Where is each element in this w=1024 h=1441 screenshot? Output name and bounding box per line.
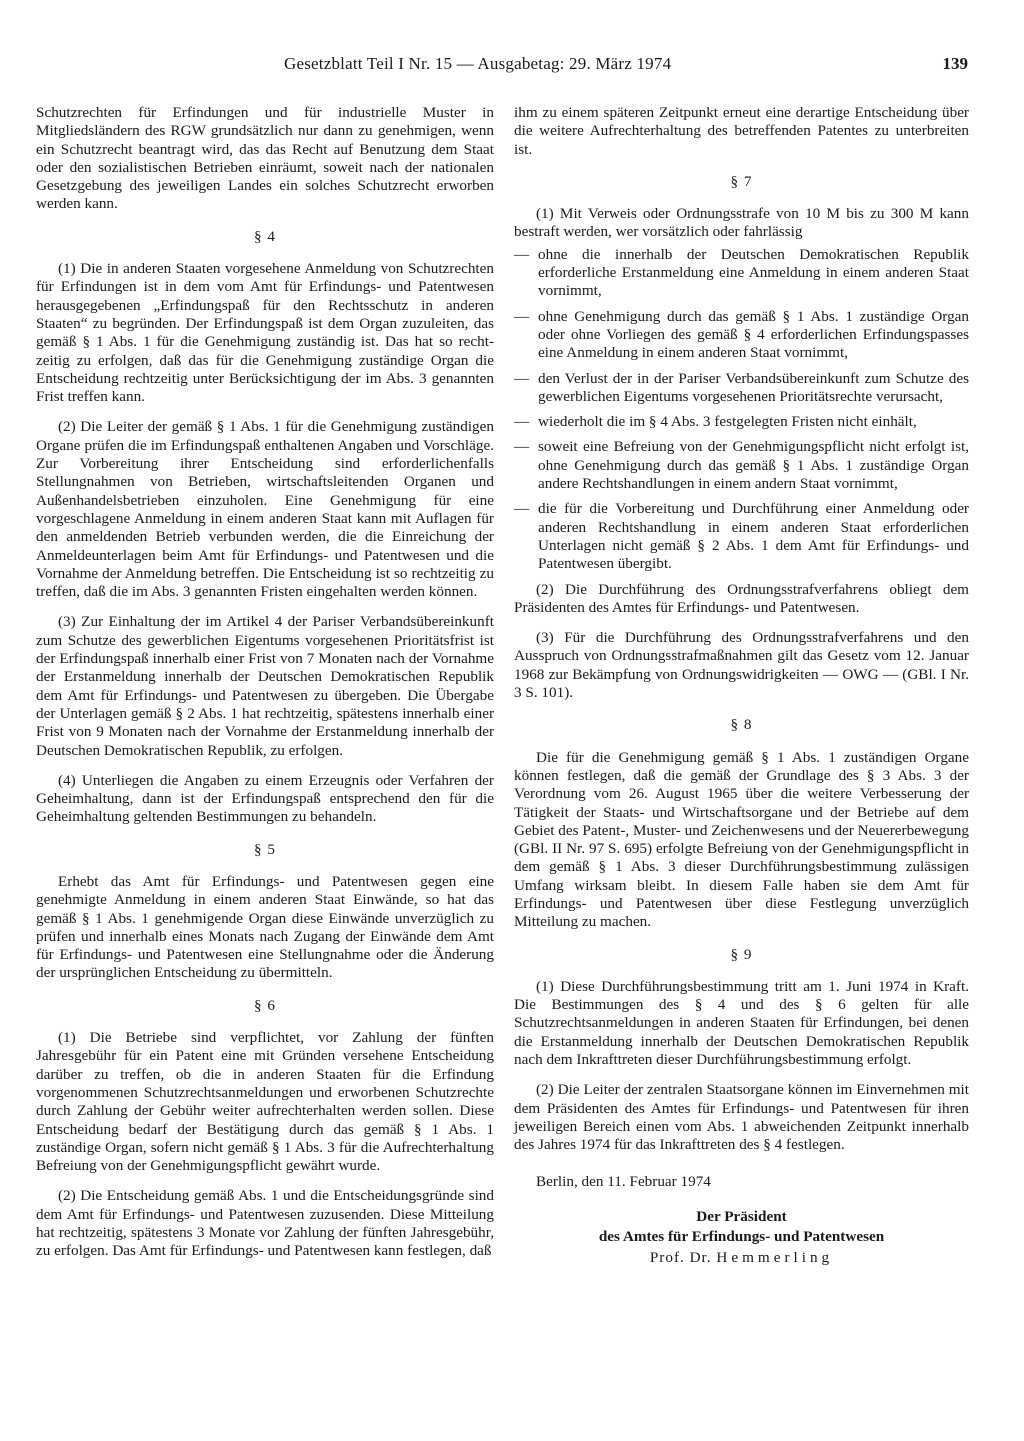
s4-paragraph-4: (4) Unterliegen die Angaben zu einem Erzeugnis oder Verfahren der Geheimhaltung, dann ist der Erfindungspaß entsprechend den für die Geheimhaltung geltenden Bestimmungen zu behandeln. (36, 771, 494, 826)
list-item: — den Verlust der in der Pariser Verbandsübereinkunft zum Schutze des gewerblichen Eigentums vorgesehenen Prioritätsrechte verursacht, (514, 370, 969, 407)
s7-paragraph-3: (3) Für die Durchführung des Ordnungsstrafverfahrens und den Ausspruch von Ordnungsstrafmaßnahmen gilt das Gesetz vom 12. Januar 1968 zur Bekämpfung von Ordnungswidrigkeiten — OWG — (GBl. I Nr. 3 S. 101). (514, 629, 969, 702)
signer-name: Hemmerling (716, 1248, 834, 1266)
intro-paragraph: Schutzrechten für Erfindungen und für industrielle Muster in Mitgliedsländern des RGW grundsätzlich nur dann zu genehmigen, wenn ein Schutzrecht beantragt wird, das das Recht auf Benutzung dem Staat oder den sozialistischen Betrieben einräumt, soweit nach der nationalen Gesetzgebung des jeweiligen Landes ein solches Schutzrecht erworben werden kann. (36, 104, 494, 213)
list-item: — wiederholt die im § 4 Abs. 3 festgelegten Fristen nicht einhält, (514, 413, 969, 431)
section-heading-6: § 6 (254, 996, 276, 1014)
signature-line-2: des Amtes für Erfindungs- und Patentwesen (598, 1227, 885, 1245)
left-column (36, 104, 494, 1273)
signature-line-1: Der Präsident (696, 1207, 787, 1225)
section-heading-4: § 4 (254, 227, 276, 245)
s6-paragraph-1: (1) Die Betriebe sind verpflichtet, vor Zahlung der fünften Jahresgebühr für ein Patent eine mit Gründen versehene Entscheidung darüber zu treffen, ob die in anderen Staaten für die Erfindung vorgenommenen Schutzrechtsanmeldungen und erworbenen Schutzrechte durch Zahlung der Gebühr weiter aufrechterhalten werden sollen. Diese Entscheidung bedarf der Bestätigung durch das gemäß § 1 Abs. 1 zuständige Organ, sofern nicht gemäß § 1 Abs. 3 für die Aufrechterhaltung Befreiung von der Genehmigungspflicht gewährt wurde. (36, 1029, 494, 1175)
s7-offense-list (514, 246, 969, 574)
s7-paragraph-2: (2) Die Durchführung des Ordnungsstrafverfahrens obliegt dem Präsidenten des Amtes für Erfindungs- und Patentwesen. (514, 580, 969, 616)
continuation-paragraph: ihm zu einem späteren Zeitpunkt erneut eine derartige Entscheidung über die weitere Aufrechterhaltung des betreffenden Patentes zu unterbreiten ist. (514, 104, 969, 158)
s9-paragraph-1: (1) Diese Durchführungsbestimmung tritt am 1. Juni 1974 in Kraft. Die Bestimmungen des § 4 und des § 6 gelten für alle Schutzrechtsanmeldungen in anderen Staaten für Erfindungen, bei denen die Erstanmeldung innerhalb der Deutschen Demokratischen Republik nach dem Inkrafttreten dieser Durchführungsbestimmung erfolgt. (514, 977, 969, 1069)
s5-paragraph-1: Erhebt das Amt für Erfindungs- und Patentwesen gegen eine genehmigte Anmeldung in einem anderen Staat Einwände, so hat das gemäß § 1 Abs. 1 genehmigende Organ diese Einwände unverzüglich zu prüfen und innerhalb eines Monats nach Zugang der Einwände dem Amt für Erfindungs- und Patentwesen eine Stellungnahme oder die Änderung der ursprünglichen Entscheidung zu übermitteln. (36, 872, 494, 982)
section-heading-5: § 5 (254, 840, 276, 858)
s6-paragraph-2: (2) Die Entscheidung gemäß Abs. 1 und die Entscheidungsgründe sind dem Amt für Erfindungs- und Patentwesen zuzusenden. Diese Mitteilung hat rechtzeitig, spätestens 3 Monate vor Zahlung der fünften Jahresgebühr, zu erfolgen. Das Amt für Erfindungs- und Patentwesen kann festlegen, daß (36, 1187, 494, 1260)
section-heading-8: § 8 (730, 716, 753, 734)
list-item: — ohne Genehmigung durch das gemäß § 1 Abs. 1 zuständige Organ oder ohne Vorliegen des gemäß § 4 erforderlichen Erfindungspasses eine Anmeldung in einem anderen Staat vornimmt, (514, 308, 969, 363)
signature-block (514, 1207, 969, 1267)
page-number: 139 (942, 54, 968, 73)
s4-paragraph-1: (1) Die in anderen Staaten vorgesehene Anmeldung von Schutzrechten für Erfindungen ist in dem vom Amt für Erfindungs- und Patentwesen herausgegebenen „Erfindungspaß für den Rechtsschutz in anderen Staaten“ zu begründen. Der Erfindungspaß ist dem Organ zuzuleiten, das gemäß § 1 Abs. 1 für die Genehmigung zuständig ist. Das hat so rechtzeitig zu erfolgen, daß das für die Genehmigung zuständige Organ die Entscheidung rechtzeitig unter Berücksichtigung der im Abs. 3 genannten Frist treffen kann. (36, 260, 494, 406)
section-heading-9: § 9 (730, 945, 753, 963)
list-item: — soweit eine Befreiung von der Genehmigungspflicht nicht erfolgt ist, ohne Genehmigung durch das gemäß § 1 Abs. 1 zuständige Organ andere Rechtshandlungen in einem andern Staat vornimmt, (514, 438, 969, 493)
page-header (36, 54, 998, 82)
s4-paragraph-2: (2) Die Leiter der gemäß § 1 Abs. 1 für die Genehmigung zuständigen Organe prüfen die im Erfindungspaß enthaltenen Angaben und Vorschläge. Zur Vorbereitung ihrer Entscheidung sind erforderlichenfalls Stellungnahmen von Betrieben, wirtschaftsleitenden Organen und Außenhandelsbetrieben einzuholen. Eine Genehmigung für eine vorgeschlagene Anmeldung in einem anderen Staat kann mit Auflagen für den anmeldenden Betrieb verbunden werden, die die Einreichung der Anmeldeunterlagen beim Amt für Erfindungs- und Patentwesen und die Vornahme der Anmeldung betreffen. Die Entscheidung ist so rechtzeitig zu treffen, daß die im Abs. 3 genannten Fristen eingehalten werden können. (36, 418, 494, 601)
header-title: Gesetzblatt Teil I Nr. 15 — Ausgabetag: 29. März 1974 (284, 54, 672, 73)
list-item: — die für die Vorbereitung und Durchführung einer Anmeldung oder anderen Rechtshandlung in einem anderen Staat erforderlichen Unterlagen nicht gemäß § 2 Abs. 1 dem Amt für Erfindungs- und Patentwesen übergibt. (514, 500, 969, 573)
signer (514, 1249, 969, 1267)
s8-paragraph-1: Die für die Genehmigung gemäß § 1 Abs. 1 zuständigen Organe können festlegen, daß die gemäß der Grundlage des § 3 Abs. 3 der Verordnung vom 26. August 1965 über die weitere Verbesserung der Tätigkeit der Staats- und Wirtschaftsorgane und der Betriebe auf dem Gebiet des Patent-, Muster- und Zeichenwesens und der Neuererbewegung (GBl. II Nr. 97 S. 695) erfolgte Befreiung von der Genehmigungspflicht in dem gemäß § 1 Abs. 3 dieser Durchführungsbestimmung zulässigen Umfang wirksam bleibt. In diesem Falle haben sie dem Amt für Erfindungs- und Patentwesen über diese Festlegung unverzüglich Mitteilung zu machen. (514, 748, 969, 931)
right-column (514, 104, 969, 1267)
list-item: — ohne die innerhalb der Deutschen Demokratischen Republik erforderliche Erstanmeldung eine Anmeldung in einem anderen Staat vornimmt, (514, 246, 969, 301)
s4-paragraph-3: (3) Zur Einhaltung der im Artikel 4 der Pariser Verbandsübereinkunft zum Schutze des gewerblichen Eigentums vorgesehenen Prioritätsfrist ist der Erfindungspaß innerhalb einer Frist von 7 Monaten nach der Vornahme der Erstanmeldung innerhalb der Deutschen Demokratischen Republik dem Amt für Erfindungs- und Patentwesen zu übergeben. Die Übergabe der Unterlagen gemäß § 2 Abs. 1 hat rechtzeitig, spätestens innerhalb einer Frist von 9 Monaten nach der Vornahme der Erstanmeldung innerhalb der Deutschen Demokratischen Republik, zu erfolgen. (36, 613, 494, 759)
s9-paragraph-2: (2) Die Leiter der zentralen Staatsorgane können im Einvernehmen mit dem Präsidenten des Amtes für Erfindungs- und Patentwesen für ihren jeweiligen Bereich einen vom Abs. 1 abweichenden Zeitpunkt innerhalb des Jahres 1974 für das Inkrafttreten des § 4 festlegen. (514, 1081, 969, 1154)
s7-paragraph-1: (1) Mit Verweis oder Ordnungsstrafe von 10 M bis zu 300 M kann bestraft werden, wer vorsätzlich oder fahrlässig (514, 205, 969, 241)
place-and-date: Berlin, den 11. Februar 1974 (536, 1172, 711, 1190)
signer-title: Prof. Dr. (649, 1248, 712, 1266)
section-heading-7: § 7 (730, 172, 753, 190)
